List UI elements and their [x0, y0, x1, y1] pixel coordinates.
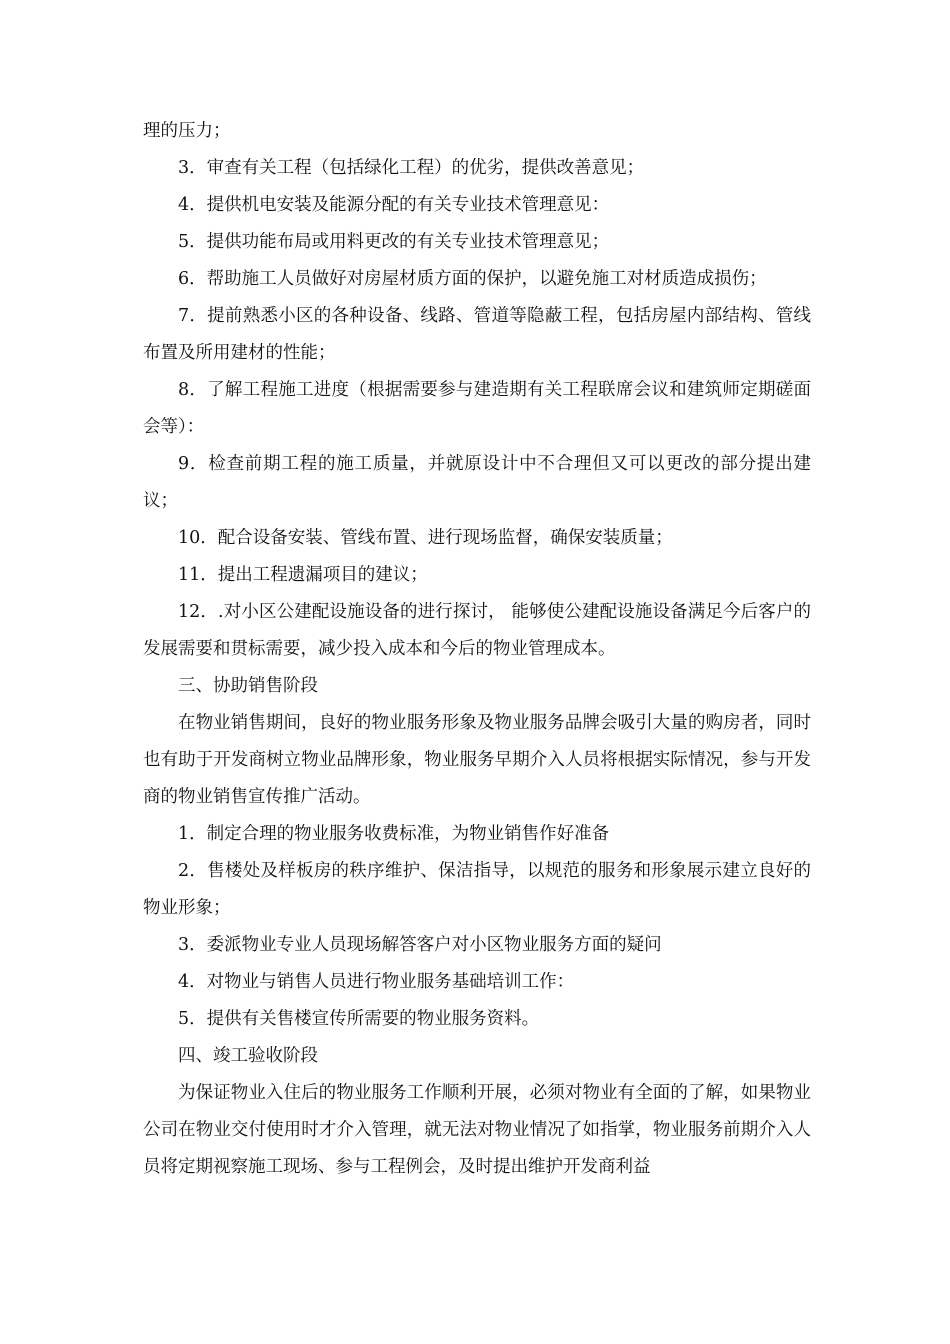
list-item-3: 3．审查有关工程（包括绿化工程）的优劣，提供改善意见； — [178, 158, 645, 178]
list-item-8: 8．了解工程施工进度（根据需要参与建造期有关工程联席会议和建筑师定期磋面会等）： — [143, 380, 811, 437]
list-item-12: 12．.对小区公建配设施设备的进行探讨， 能够使公建配设施设备满足今后客户的发展需要和贯标需要，减少投入成本和今后的物业管理成本。 — [143, 602, 811, 659]
list-item-11: 11．提出工程遗漏项目的建议； — [178, 565, 428, 585]
paragraph-continuation: 理的压力； — [143, 121, 231, 141]
sales-item-2: 2．售楼处及样板房的秩序维护、保洁指导，以规范的服务和形象展示建立良好的物业形象； — [143, 861, 811, 918]
sales-item-4: 4．对物业与销售人员进行物业服务基础培训工作： — [178, 972, 575, 992]
document-body — [143, 113, 811, 1186]
list-item-4: 4．提供机电安装及能源分配的有关专业技术管理意见： — [178, 195, 610, 215]
sales-item-5: 5．提供有关售楼宣传所需要的物业服务资料。 — [178, 1009, 540, 1029]
section-heading-acceptance: 四、竣工验收阶段 — [178, 1046, 318, 1066]
list-item-10: 10．配合设备安装、管线布置、进行现场监督，确保安装质量； — [178, 528, 673, 548]
section-heading-sales: 三、协助销售阶段 — [178, 676, 318, 696]
list-item-9: 9．检查前期工程的施工质量，并就原设计中不合理但又可以更改的部分提出建议； — [143, 454, 811, 511]
list-item-5: 5．提供功能布局或用料更改的有关专业技术管理意见； — [178, 232, 610, 252]
list-item-7: 7．提前熟悉小区的各种设备、线路、管道等隐蔽工程，包括房屋内部结构、管线布置及所用建材的性能； — [143, 306, 811, 363]
acceptance-intro-paragraph: 为保证物业入住后的物业服务工作顺利开展，必须对物业有全面的了解，如果物业公司在物业交付使用时才介入管理，就无法对物业情况了如指掌，物业服务前期介入人员将定期视察施工现场、参与工程例会，及时提出维护开发商利益 — [143, 1083, 811, 1177]
sales-intro-paragraph: 在物业销售期间，良好的物业服务形象及物业服务品牌会吸引大量的购房者，同时也有助于开发商树立物业品牌形象，物业服务早期介入人员将根据实际情况，参与开发商的物业销售宣传推广活动。 — [143, 713, 811, 807]
sales-item-1: 1．制定合理的物业服务收费标准，为物业销售作好准备 — [178, 824, 610, 844]
sales-item-3: 3．委派物业专业人员现场解答客户对小区物业服务方面的疑问 — [178, 935, 662, 955]
list-item-6: 6．帮助施工人员做好对房屋材质方面的保护，以避免施工对材质造成损伤； — [178, 269, 767, 289]
